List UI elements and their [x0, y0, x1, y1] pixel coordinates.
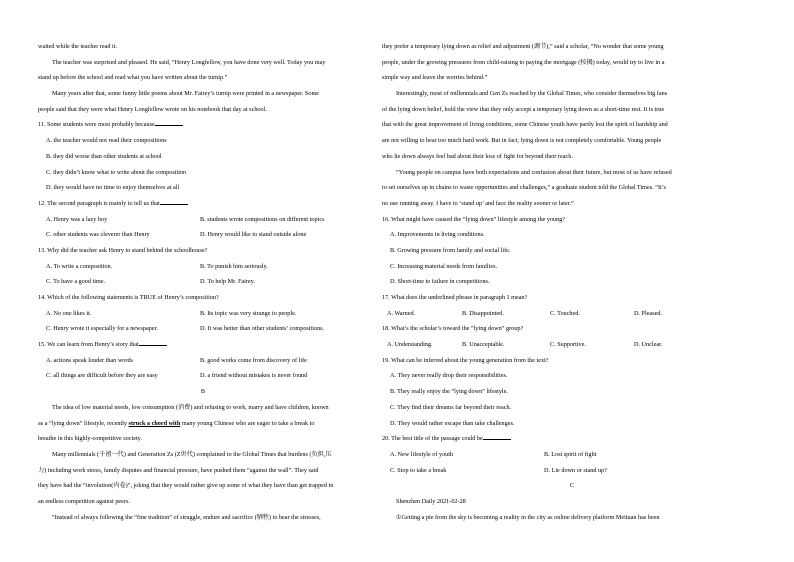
option: C. they didn’t know what to write about the composition [46, 168, 187, 176]
text-line: ①Getting a pie from the sky is becoming a reality in the city as online delivery platform Meituan has been [396, 513, 660, 521]
answer-blank [483, 434, 511, 440]
question-16: 16. What might have caused the “lying down” lifestyle among the young? [382, 215, 566, 223]
text-line: that with the great improvement of living conditions, some Chinese youth have partly lost the spirit of hardship and [382, 121, 668, 129]
option: C. Increasing material needs from families. [390, 262, 498, 270]
underlined-phrase: struck a chord with [128, 419, 181, 427]
question-18: 18. What’s the scholar’s toward the “lying down” group? [382, 325, 524, 333]
text-line: waited while the teacher read it. [38, 43, 118, 50]
option-row: A. To write a composition. B. To punish him seriously. [46, 262, 268, 270]
text-line: are not willing to bear too much hard work. But in fact, lying down is not completely comfortable. Young people [382, 137, 662, 145]
text-line: “Young people on campus have both expectations and confusion about their future, but most of us have refused [396, 168, 672, 176]
text-line: of the lying down belief, hold the view that they only accept a temporary lying down as a short-time rest. It is true [382, 105, 665, 113]
option: D. They would rather escape than take challenges. [390, 419, 515, 427]
text-line: they have had the “involution(内卷)”, joking that they would rather give up some of what they have than get trapped in [38, 482, 334, 490]
option: A. Improvements in living conditions. [390, 231, 485, 239]
option-row: C. Stop to take a break D. Lie down or stand up? [390, 466, 607, 474]
question-19: 19. What can be inferred about the young generation from the text? [382, 356, 549, 364]
text-line: to set ourselves up in chains to waste opportunities and challenges,” a graduate student told the Global Times. “It’s [382, 184, 666, 192]
section-heading-b: B [200, 388, 206, 396]
option: D. they would have no time to enjoy themselves at all [46, 184, 180, 192]
source-line: Shenzhen Daily 2021-02-28 [396, 497, 466, 505]
text-line: people, under the growing pressures from child-raising to paying the mortgage (按揭) today, would try to live in a [382, 58, 665, 66]
text-line: breathe in this highly-competitive society. [38, 435, 142, 443]
text-line: 力) including work stress, family disputes and financial pressure, have pushed them “against the wall”. They said [38, 466, 319, 474]
text-line: who lie down always feel bad about their loss of fight for beyond their reach. [382, 152, 573, 160]
text-line: Many millennials (千禧一代) and Generation Zs (Z世代) complained to the Global Times that burdens (负担,压 [52, 450, 332, 458]
question-12: 12. The second paragraph is mainly to tell us that [38, 196, 368, 212]
question-11: 11. Some students were most probably because [38, 117, 368, 133]
option: A. the teacher would not read their compositions [46, 137, 167, 145]
option-row: C. all things are difficult before they are easy D. a friend without mistakes is never found [46, 372, 308, 380]
option-row: A. Henry was a lazy boy B. students wrote compositions on different topics [46, 215, 325, 223]
text-line: as a “lying down” lifestyle, recently struck a chord with many young Chinese who are eager to take a break to [38, 419, 315, 427]
option-row: C. other students was cleverer than Henry D. Henry would like to stand outside alone [46, 231, 307, 239]
right-column [382, 39, 762, 525]
question-17: 17. What does the underlined phrase in paragraph 1 mean? [382, 294, 528, 301]
option: B. they did worse than other students at school [46, 152, 162, 160]
option: B. They really enjoy the “lying down” lifestyle. [390, 388, 508, 396]
option-row: C. Henry wrote it especially for a newspaper. D. It was better than other students’ compositions. [46, 325, 325, 333]
text-line: stand up before the school and read what you have written about the turnip.” [38, 74, 228, 82]
text-line: people said that they were what Henry Longfellow wrote on his notebook that day at school. [38, 105, 267, 113]
answer-blank [160, 199, 188, 205]
text-line: simple way and leave the worries behind.” [382, 74, 488, 82]
option: A. They never really drop their responsibilities. [390, 372, 508, 380]
option: B. Growing pressure from family and social life. [390, 246, 511, 254]
option: D. Short-time to failure in competitions. [390, 278, 490, 286]
question-14: 14. Which of the following statements is TRUE of Henry’s composition? [38, 294, 219, 301]
text-line: The idea of low material needs, low consumption (消费) and refusing to work, marry and have children, known [52, 403, 329, 411]
answer-blank [155, 120, 183, 126]
text-line: The teacher was surprised and pleased. He said, “Henry Longfellow, you have done very well. Today you may [52, 58, 326, 66]
question-13: 13. Why did the teacher ask Henry to stand behind the schoolhouse? [38, 246, 208, 254]
question-20: 20. The best title of the passage could be [382, 431, 762, 447]
option: C. They find their dreams far beyond their reach. [390, 403, 512, 411]
text-line: Interestingly, most of millennials and Gen Zs reached by the Global Times, who consider themselves big fans [396, 90, 668, 98]
option-row: C. To have a good time. D. To help Mr. Fairey. [46, 278, 255, 286]
text-line: an endless competition against peers. [38, 497, 130, 505]
option-row: A. No one likes it. B. Its topic was very strange to people. [46, 309, 297, 317]
question-15: 15. We can learn from Henry’s story that [38, 337, 368, 353]
section-heading-c: C [569, 482, 575, 490]
option-row: A. Warned. B. Disappointed. C. Touched. D. Pleased. [387, 309, 663, 317]
option-row: A. New lifestyle of youth B. Lost spirit of fight [390, 450, 597, 458]
option-row: A. actions speak louder than words B. good works come from discovery of life [46, 356, 307, 364]
left-column [38, 39, 368, 525]
answer-blank [139, 340, 167, 346]
text-line: no use running away. I have to ‘stand up’ and face the reality sooner or later.” [382, 199, 574, 207]
text-line: they prefer a temporary lying down as relief and adjustment (调节),” said a scholar, “No wonder that some young [382, 43, 664, 50]
option-row: A. Understanding. B. Unacceptable. C. Supportive. D. Unclear. [387, 341, 663, 349]
text-line: Many years after that, some funny little poems about Mr. Fairey’s turnip were printed in a newspaper. Some [52, 90, 320, 98]
text-line: “Instead of always following the “fine tradition” of struggle, endure and sacrifice (牺牲) to bear the stresses, [52, 513, 321, 521]
